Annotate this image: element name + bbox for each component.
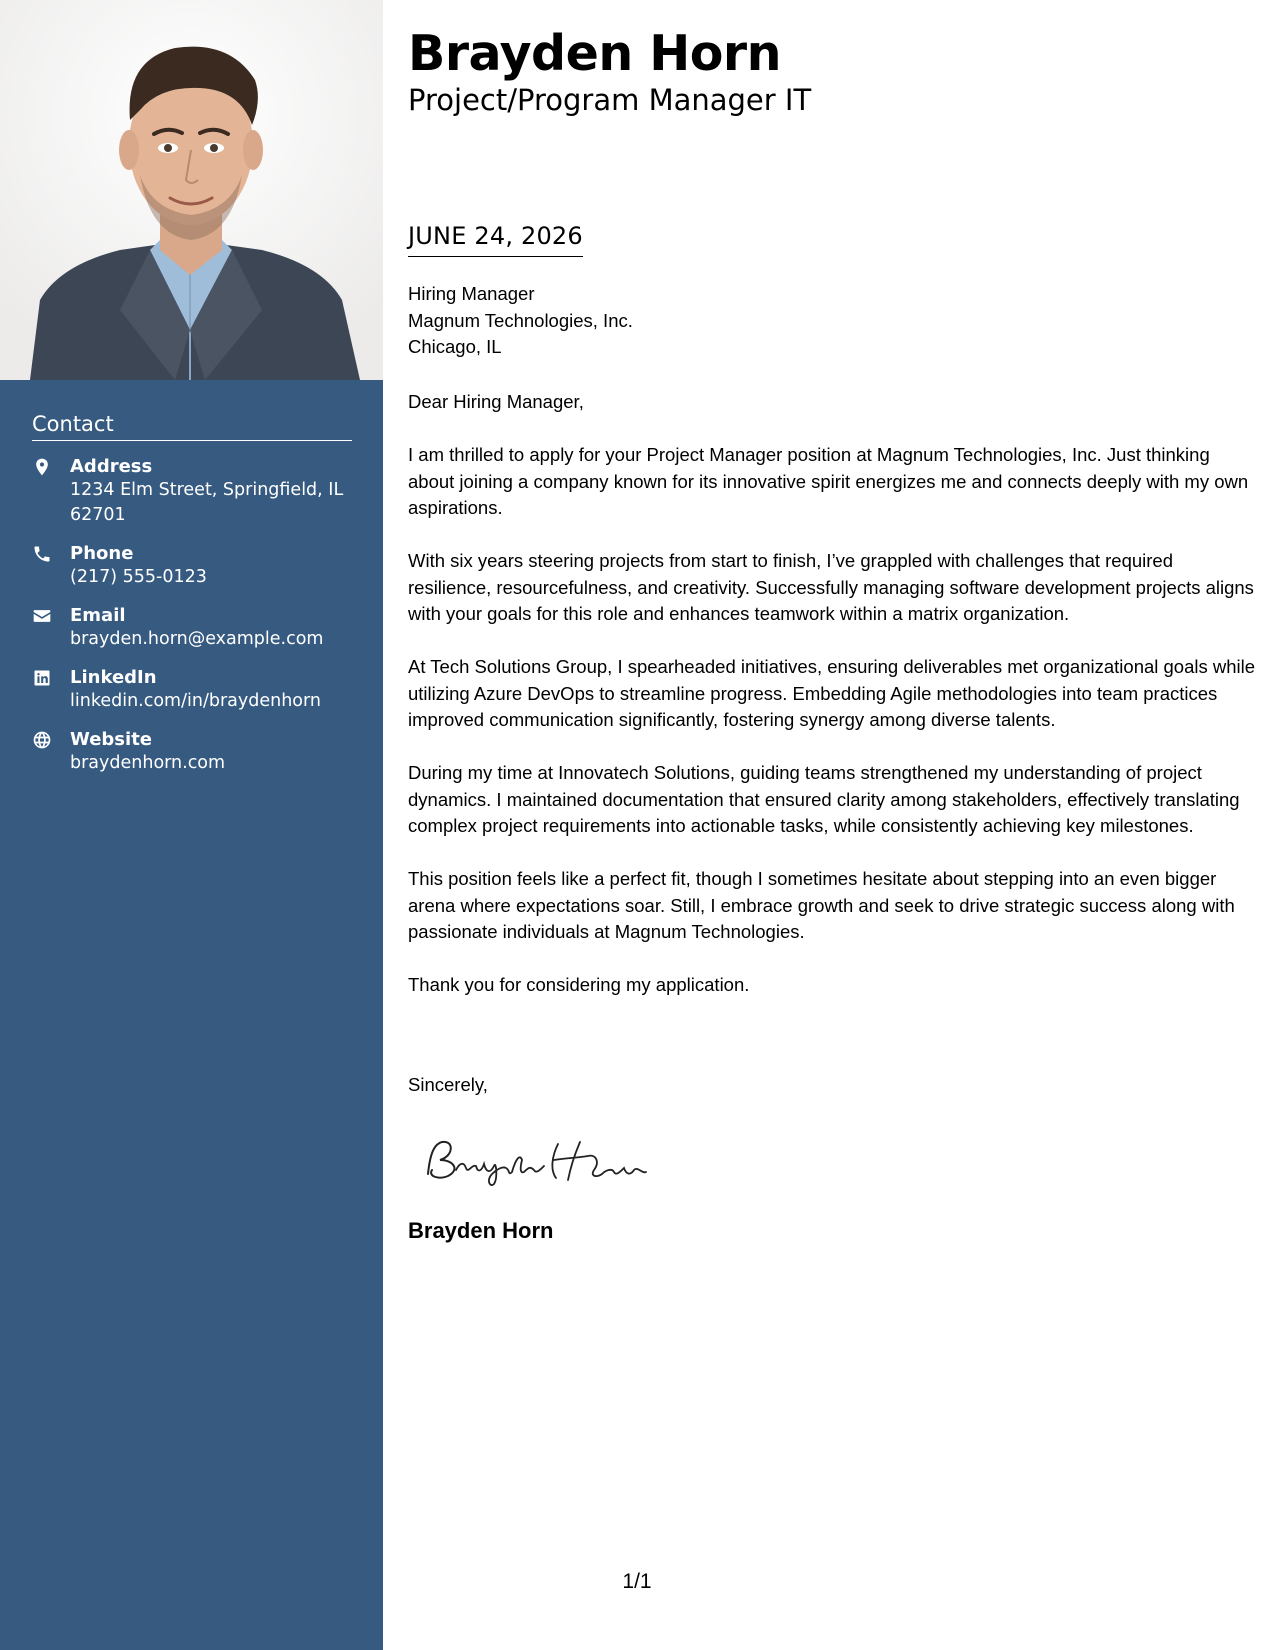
portrait-image — [0, 0, 383, 380]
signature-image — [420, 1130, 660, 1190]
letter-paragraph: I am thrilled to apply for your Project Manager position at Magnum Technologies, Inc. Just thinking about joining a company known for its innovative spirit energizes me and connects deeply with my own aspirations. — [408, 444, 1249, 518]
letter-paragraph: This position feels like a perfect fit, though I sometimes hesitate about stepping into an even bigger arena where expectations soar. Still, I embrace growth and seek to drive strategic success along with passionate individuals at Magnum Technologies. — [408, 868, 1235, 942]
phone-icon — [32, 542, 70, 564]
recipient-block — [408, 281, 633, 361]
contact-title: Contact — [32, 412, 352, 441]
recipient-company: Magnum Technologies, Inc. — [408, 309, 633, 331]
contact-label: Phone — [70, 543, 134, 564]
contact-item-linkedin — [32, 666, 352, 714]
envelope-icon — [32, 604, 70, 626]
letter-body — [408, 389, 1258, 1025]
contact-item-phone — [32, 542, 352, 590]
globe-icon — [32, 728, 70, 750]
contact-item-address — [32, 455, 352, 528]
contact-section — [32, 412, 352, 790]
map-pin-icon — [32, 455, 70, 477]
letter-paragraph: With six years steering projects from start to finish, I’ve grappled with challenges that required resilience, resourcefulness, and creativity. Successfully managing software development projects aligns with your goals for this role and enhances teamwork within a matrix organization. — [408, 550, 1254, 624]
letter-header — [408, 26, 1253, 118]
sidebar — [0, 0, 383, 1650]
letter-paragraph: At Tech Solutions Group, I spearheaded initiatives, ensuring deliverables met organizational goals while utilizing Azure DevOps to streamline progress. Embedding Agile methodologies into team practices improved communication significantly, fostering synergy among diverse talents. — [408, 656, 1256, 730]
closing: Sincerely, — [408, 1074, 488, 1095]
address-value: 1234 Elm Street, Springfield, IL 62701 — [70, 480, 344, 525]
applicant-role: Project/Program Manager IT — [408, 83, 812, 117]
linkedin-value[interactable]: linkedin.com/in/braydenhorn — [70, 691, 321, 711]
contact-label: Website — [70, 729, 153, 750]
website-value[interactable]: braydenhorn.com — [70, 753, 226, 773]
email-value[interactable]: brayden.horn@example.com — [70, 629, 324, 649]
contact-label: LinkedIn — [70, 667, 157, 688]
signed-name: Brayden Horn — [408, 1218, 554, 1243]
page-number: 1/1 — [622, 1570, 652, 1593]
contact-item-email — [32, 604, 352, 652]
phone-value[interactable]: (217) 555-0123 — [70, 567, 207, 587]
contact-label: Address — [70, 456, 153, 477]
profile-photo — [0, 0, 383, 380]
recipient-title: Hiring Manager — [408, 283, 535, 304]
letter-paragraph: During my time at Innovatech Solutions, guiding teams strengthened my understanding of project dynamics. I maintained documentation that ensured clarity among stakeholders, effectively translating complex project requirements into actionable tasks, while consistently achieving key milestones. — [408, 762, 1240, 836]
letter-date: JUNE 24, 2026 — [408, 222, 583, 257]
applicant-name: Brayden Horn — [408, 25, 781, 82]
contact-label: Email — [70, 605, 126, 626]
letter-paragraph: Thank you for considering my application. — [408, 974, 750, 995]
salutation: Dear Hiring Manager, — [408, 391, 584, 412]
linkedin-icon — [32, 666, 70, 688]
recipient-location: Chicago, IL — [408, 336, 502, 357]
contact-item-website — [32, 728, 352, 776]
